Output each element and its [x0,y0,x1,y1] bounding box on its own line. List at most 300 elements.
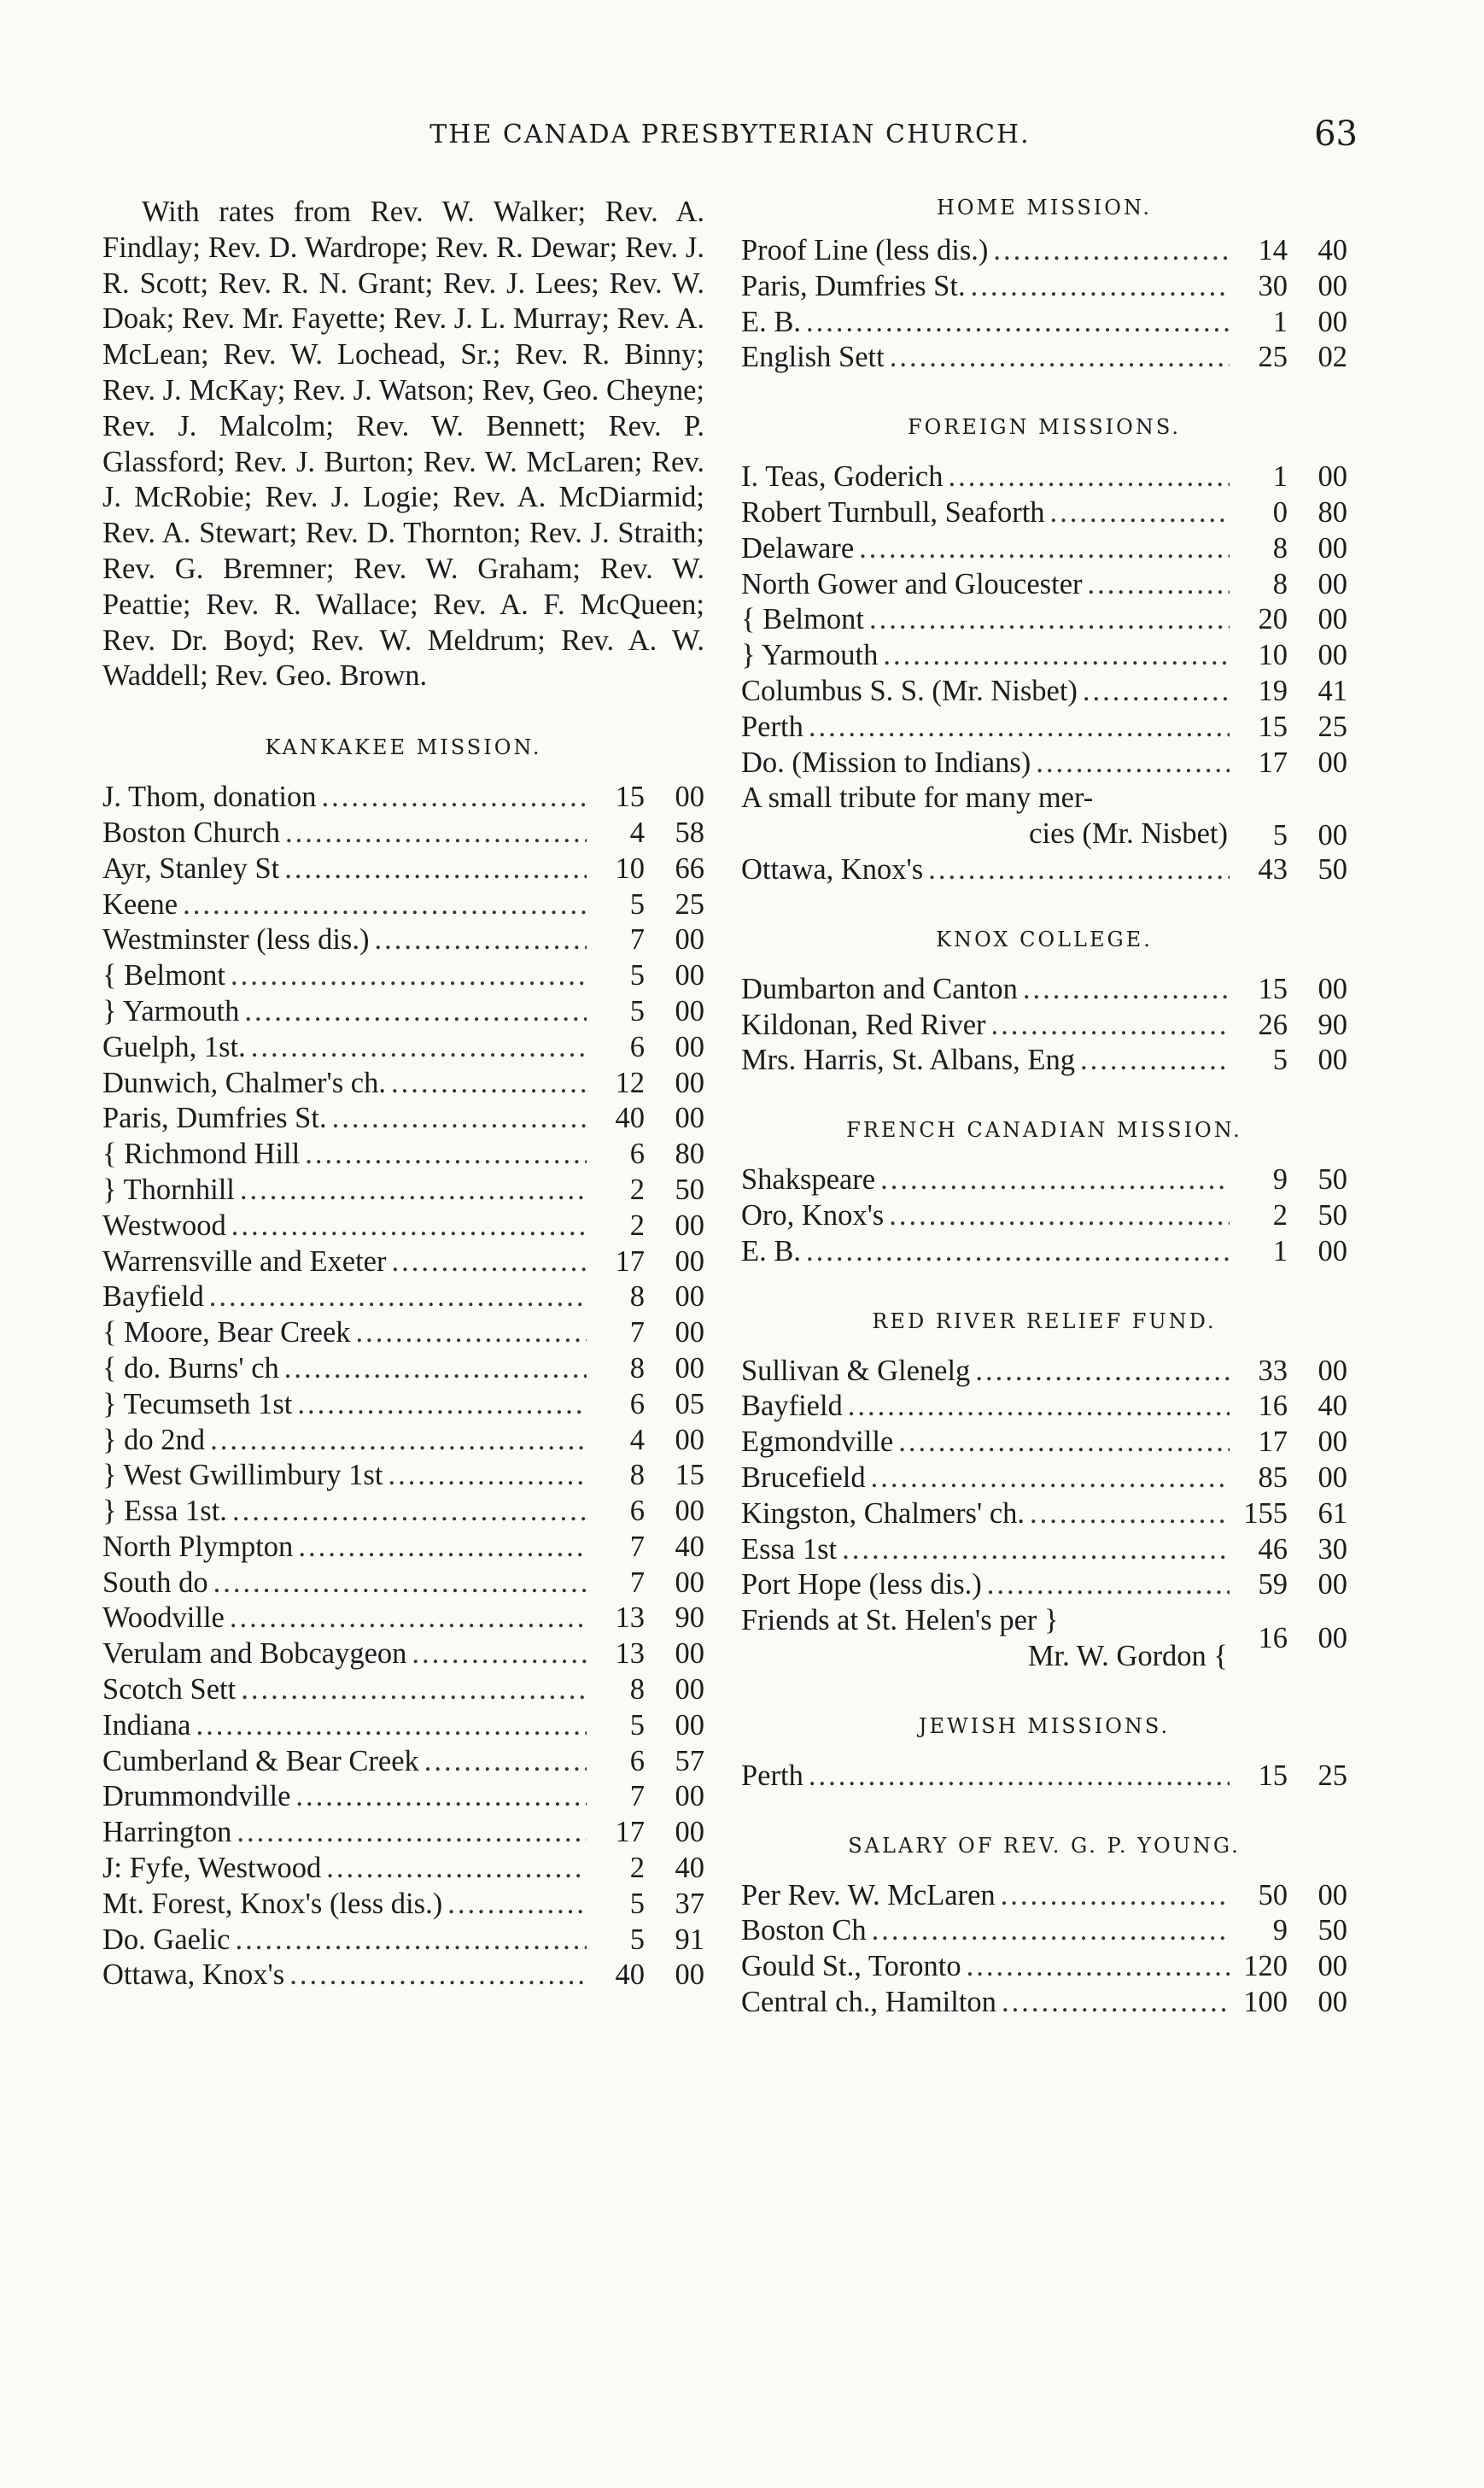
ledger-entry [102,1887,704,1923]
entry-name: Gould St., Toronto [741,1950,961,1983]
leader-dots [1001,1878,1230,1914]
leader-dots [213,1566,587,1601]
entry-cents: 00 [675,1708,704,1742]
entry-cents: 00 [675,1816,704,1849]
ledger-entry [102,887,704,923]
entry-cents: 25 [1317,710,1347,743]
entry-dollars: 6 [629,1744,645,1777]
entry-dollars: 26 [1258,1008,1288,1041]
leader-dots [251,1030,587,1066]
ledger-entry [741,746,1347,782]
entry-dollars: 17 [615,1816,645,1849]
leader-dots [285,816,587,852]
entry-name: Do. (Mission to Indians) [741,746,1031,779]
entry-name: J. Thom, donation [102,781,317,814]
leader-dots [356,1315,587,1351]
entry-cents: 00 [1317,460,1347,494]
ledger-entry [741,1949,1347,1985]
leader-dots [183,887,587,923]
leader-dots [284,852,587,887]
leader-dots [209,1279,587,1315]
entry-dollars: 100 [1243,1985,1288,2018]
ledger-entry [102,1101,704,1137]
ledger-entry [102,1066,704,1102]
entry-cents: 57 [675,1744,704,1777]
running-head: THE CANADA PRESBYTERIAN CHURCH. [429,120,1031,149]
entry-cents: 00 [675,1495,704,1528]
foreign-tribute-entry [741,781,1347,852]
right-column [741,195,1347,2040]
entry-name: Per Rev. W. McLaren [741,1878,996,1911]
entry-name: Delaware [741,531,855,565]
ledger-entry [102,1815,704,1851]
section-heading-knox: KNOX COLLEGE. [936,927,1153,951]
leader-dots [284,1351,587,1387]
page-number: 63 [1314,114,1358,154]
entry-cents: 00 [1317,1622,1347,1655]
entry-cents: 58 [675,816,704,849]
leader-dots [232,1494,587,1530]
entry-dollars: 6 [629,1387,645,1420]
entry-cents: 02 [1317,341,1347,374]
ledger-entry [741,305,1347,341]
entry-dollars: 46 [1258,1532,1288,1566]
leader-dots [872,1913,1230,1949]
entry-cents: 00 [1317,305,1347,338]
ledger-entry [102,922,704,958]
entry-name: Boston Ch [741,1914,867,1947]
entry-dollars: 5 [629,994,645,1027]
leader-dots [889,1198,1230,1234]
entry-name: English Sett [741,341,885,374]
ledger-entry [102,1209,704,1244]
entry-name: Central ch., Hamilton [741,1985,996,2018]
ledger-entry [741,1234,1347,1270]
leader-dots [231,1209,587,1244]
leader-dots [235,1923,587,1958]
entry-cents: 80 [1317,495,1347,529]
leader-dots [1030,1496,1230,1532]
entry-name: E. B. [741,1234,801,1267]
entry-dollars: 8 [629,1459,645,1492]
ledger-entry [741,1567,1347,1603]
entry-name: J: Fyfe, Westwood [102,1852,322,1885]
leader-dots [928,852,1230,888]
leader-dots [412,1636,587,1672]
entry-dollars: 16 [1258,1390,1288,1423]
ledger-entry [741,1532,1347,1568]
leader-dots [1083,674,1230,710]
entry-name: Keene [102,887,178,921]
leader-dots [196,1708,587,1744]
entry-cents: 00 [1317,1234,1347,1267]
entry-name: Paris, Dumfries St. [102,1102,327,1135]
entry-cents: 41 [1317,674,1347,707]
entry-cents: 50 [1317,1163,1347,1197]
entry-dollars: 19 [1258,674,1288,707]
leader-dots [332,1101,587,1137]
entry-cents: 50 [1317,1198,1347,1232]
entry-name: Kingston, Chalmers' ch. [741,1496,1025,1530]
ledger-entry [102,1851,704,1887]
entry-dollars: 2 [629,1209,645,1242]
entry-name-line: cies (Mr. Nisbet) [1029,817,1228,851]
section-heading-salary: SALARY OF REV. G. P. YOUNG. [848,1833,1241,1858]
leader-dots [880,1162,1230,1198]
leader-dots [883,638,1230,674]
entry-dollars: 50 [1258,1878,1288,1911]
entry-dollars: 16 [1258,1622,1288,1655]
ledger-entry [741,972,1347,1008]
leader-dots [305,1137,587,1173]
leader-dots [424,1744,587,1780]
entry-name: Bayfield [102,1280,204,1314]
leader-dots [806,305,1230,341]
entry-cents: 00 [675,994,704,1027]
leader-dots [237,1815,587,1851]
entry-dollars: 7 [629,1566,645,1599]
entry-dollars: 2 [1272,1198,1288,1232]
entry-cents: 00 [675,1351,704,1384]
entry-name: } Thornhill [102,1173,235,1206]
entry-dollars: 5 [629,1923,645,1956]
entry-dollars: 13 [615,1601,645,1635]
entry-name: Do. Gaelic [102,1923,231,1956]
entry-dollars: 9 [1272,1163,1288,1197]
entry-name: Woodville [102,1601,225,1635]
entry-name: { do. Burns' ch [102,1351,279,1384]
entry-name: Dumbarton and Canton [741,972,1018,1005]
entry-dollars: 4 [629,816,645,849]
entry-dollars: 17 [615,1244,645,1278]
french-list [741,1162,1347,1269]
entry-name: South do [102,1566,208,1599]
leader-dots [326,1851,587,1887]
ledger-entry [102,1351,704,1387]
foreign-last-entry-wrap [741,852,1347,888]
section-heading-jewish: JEWISH MISSIONS. [918,1713,1171,1738]
ledger-entry [741,460,1347,495]
leader-dots [388,1458,587,1494]
entry-dollars: 8 [629,1280,645,1314]
entry-cents: 25 [1317,1759,1347,1792]
entry-cents: 00 [675,1958,704,1992]
entry-name: Paris, Dumfries St. [741,269,966,302]
entry-dollars: 5 [629,959,645,992]
entry-dollars: 4 [629,1423,645,1456]
ledger-entry [102,1423,704,1459]
ledger-entry [102,1030,704,1066]
entry-cents: 40 [1317,234,1347,266]
entry-name: Essa 1st [741,1532,838,1566]
entry-dollars: 10 [1258,639,1288,672]
entry-cents: 00 [675,1780,704,1813]
leader-dots [806,1234,1230,1270]
entry-dollars: 20 [1258,603,1288,636]
entry-cents: 00 [675,959,704,992]
entry-cents: 00 [1317,1568,1347,1601]
entry-name: I. Teas, Goderich [741,460,944,494]
entry-dollars: 155 [1243,1496,1288,1530]
entry-dollars: 1 [1272,460,1288,494]
entry-name: Westwood [102,1209,226,1242]
entry-cents: 90 [1317,1008,1347,1041]
entry-dollars: 6 [629,1030,645,1063]
leader-dots [295,1779,587,1815]
entry-name: Ottawa, Knox's [741,852,924,886]
entry-name: North Plympton [102,1530,294,1563]
leader-dots [391,1244,587,1280]
entry-cents: 00 [1317,746,1347,779]
page-header [102,114,1358,154]
entry-cents: 00 [1317,603,1347,636]
entry-cents: 50 [1317,1914,1347,1947]
ledger-entry [741,1389,1347,1425]
home-list [741,233,1347,376]
entry-name: Egmondville [741,1425,894,1459]
leader-dots [991,1008,1230,1044]
ledger-entry [102,1672,704,1708]
ledger-entry [102,1601,704,1636]
kankakee-list [102,780,704,1993]
red-friends-entry [741,1603,1347,1675]
entry-dollars: 25 [1258,341,1288,374]
leader-dots [1036,746,1230,782]
entry-name: Sullivan & Glenelg [741,1354,971,1387]
ledger-entry [741,710,1347,746]
entry-dollars: 5 [629,1708,645,1742]
ledger-entry [102,1530,704,1566]
entry-cents: 00 [1317,972,1347,1005]
entry-name: Boston Church [102,816,280,849]
entry-dollars: 10 [615,852,645,885]
entry-name-line: Friends at St. Helen's per } [741,1604,1059,1637]
leader-dots [230,1601,587,1636]
entry-cents: 05 [675,1387,704,1420]
leader-dots [993,233,1230,269]
entry-name: Shakspeare [741,1163,876,1197]
leader-dots [289,1958,587,1993]
leader-dots [869,602,1230,638]
leader-dots [987,1567,1230,1603]
entry-cents: 61 [1317,1496,1347,1530]
entry-cents: 00 [675,1316,704,1349]
leader-dots [1002,1985,1230,2021]
entry-dollars: 8 [1272,567,1288,600]
entry-name: Kildonan, Red River [741,1008,986,1041]
entry-name: { Moore, Bear Creek [102,1316,351,1349]
ledger-entry [102,1636,704,1672]
ledger-entry [102,958,704,994]
entry-name: Perth [741,710,803,743]
entry-cents: 00 [675,1423,704,1456]
leader-dots [809,710,1230,746]
entry-cents: 90 [675,1601,704,1635]
ledger-entry [741,602,1347,638]
leader-dots [241,1672,587,1708]
leader-dots [898,1425,1230,1461]
ledger-entry [741,1461,1347,1496]
leader-dots [859,531,1230,567]
entry-cents: 25 [675,887,704,921]
entry-name-line: Mr. W. Gordon { [1027,1639,1228,1672]
entry-name: } do 2nd [102,1423,206,1456]
entry-cents: 80 [675,1138,704,1171]
entry-cents: 00 [675,1566,704,1599]
leader-dots [842,1532,1230,1568]
leader-dots [298,1530,587,1566]
entry-cents: 00 [1317,1044,1347,1077]
ledger-entry [102,1458,704,1494]
entry-dollars: 17 [1258,1425,1288,1459]
intro-paragraph: With rates from Rev. W. Walker; Rev. A. Findlay; Rev. D. Wardrope; Rev. R. Dewar; Rev. J. R. Scott; Rev. R. N. Grant; Rev. J. Lees; Rev. W. Doak; Rev. Mr. Fayette; Rev. J. L. Murray; Rev. A. McLean; Rev. W. Lochead, Sr.; Rev. R. Binny; Rev. J. McKay; Rev. J. Watson; Rev, Geo. Cheyne; Rev. J. Malcolm; Rev. W. Bennett; Rev. P. Glassford; Rev. J. Burton; Rev. W. McLaren; Rev. J. McRobie; Rev. J. Logie; Rev. A. McDiarmid; Rev. A. Stewart; Rev. D. Thornton; Rev. J. Straith; Rev. G. Bremner; Rev. W. Graham; Rev. W. Peattie; Rev. R. Wallace; Rev. A. F. McQueen; Rev. Dr. Boyd; Rev. W. Meldrum; Rev. A. W. Waddell; Rev. Geo. Brown. [102,196,704,693]
leader-dots [971,269,1230,305]
entry-name: Port Hope (less dis.) [741,1568,982,1601]
leader-dots [391,1066,587,1102]
entry-cents: 00 [675,1209,704,1242]
entry-cents: 00 [1317,1425,1347,1459]
ledger-entry [102,1566,704,1601]
entry-dollars: 33 [1258,1354,1288,1387]
entry-name: Robert Turnbull, Seaforth [741,495,1045,529]
entry-name: Ayr, Stanley St [102,852,280,885]
leader-dots [321,780,587,816]
entry-cents: 00 [675,1244,704,1278]
ledger-entry [741,233,1347,269]
entry-cents: 00 [675,1673,704,1706]
entry-cents: 00 [675,1066,704,1099]
section-heading-french: FRENCH CANADIAN MISSION. [846,1118,1242,1143]
left-column [102,195,704,2012]
leader-dots [848,1389,1230,1425]
entry-dollars: 40 [615,1102,645,1135]
ledger-entry [102,1137,704,1173]
entry-dollars: 15 [1258,972,1288,1005]
section-heading-home: HOME MISSION. [936,196,1153,220]
entry-cents: 00 [1317,1354,1347,1387]
entry-cents: 00 [675,1280,704,1314]
ledger-entry [102,1244,704,1280]
ledger-entry [102,1315,704,1351]
entry-name: Mrs. Harris, St. Albans, Eng [741,1044,1075,1077]
ledger-entry [741,1354,1347,1390]
jewish-list [741,1759,1347,1794]
entry-dollars: 7 [629,1316,645,1349]
entry-cents: 91 [675,1923,704,1956]
entry-name: Verulam and Bobcaygeon [102,1637,407,1671]
entry-cents: 00 [675,1102,704,1135]
entry-dollars: 17 [1258,746,1288,779]
entry-name: } Yarmouth [102,994,240,1027]
section-heading-kankakee: KANKAKEE MISSION. [265,735,542,760]
ledger-entry [102,1173,704,1209]
ledger-entry [102,1708,704,1744]
entry-cents: 50 [1317,852,1347,886]
section-heading-red-river: RED RIVER RELIEF FUND. [872,1308,1217,1333]
entry-dollars: 5 [1272,1044,1288,1077]
leader-dots [447,1887,587,1923]
leader-dots [1088,567,1230,603]
ledger-entry [741,1198,1347,1234]
entry-cents: 30 [1317,1532,1347,1566]
entry-name: Guelph, 1st. [102,1030,246,1063]
entry-name: Westminster (less dis.) [102,923,370,957]
entry-dollars: 6 [629,1495,645,1528]
ledger-entry [741,1913,1347,1949]
section-heading-foreign: FOREIGN MISSIONS. [907,415,1182,440]
entry-dollars: 7 [629,923,645,957]
entry-cents: 00 [1317,1950,1347,1983]
ledger-entry [102,994,704,1030]
entry-name: Harrington [102,1816,232,1849]
entry-name: { Belmont [741,603,865,636]
leader-dots [244,994,587,1030]
ledger-entry [102,1744,704,1780]
entry-name: Dunwich, Chalmer's ch. [102,1066,386,1099]
entry-name: Brucefield [741,1461,866,1494]
entry-name: Cumberland & Bear Creek [102,1744,419,1777]
ledger-entry [102,1387,704,1423]
entry-name: Columbus S. S. (Mr. Nisbet) [741,674,1078,707]
entry-dollars: 5 [629,887,645,921]
entry-dollars: 7 [629,1530,645,1563]
knox-list [741,972,1347,1079]
entry-cents: 40 [1317,1390,1347,1423]
entry-cents: 66 [675,852,704,885]
leader-dots [210,1423,587,1459]
leader-dots [967,1949,1230,1985]
entry-dollars: 40 [615,1958,645,1992]
entry-cents: 40 [675,1852,704,1885]
entry-cents: 15 [675,1459,704,1492]
entry-dollars: 30 [1258,269,1288,302]
entry-dollars: 7 [629,1780,645,1813]
leader-dots [240,1173,587,1209]
ledger-entry [741,1008,1347,1044]
entry-cents: 00 [1317,1878,1347,1911]
ledger-entry [102,1779,704,1815]
entry-name: Oro, Knox's [741,1198,885,1232]
entry-name: Ottawa, Knox's [102,1958,285,1992]
entry-dollars: 8 [629,1673,645,1706]
ledger-entry [741,531,1347,567]
entry-dollars: 8 [1272,531,1288,565]
ledger-entry [741,1759,1347,1794]
leader-dots [948,460,1230,495]
leader-dots [374,922,587,958]
leader-dots [231,958,587,994]
ledger-entry [741,852,1347,888]
leader-dots [809,1759,1230,1794]
entry-cents: 00 [1317,567,1347,600]
leader-dots [1050,495,1230,531]
ledger-entry [741,1878,1347,1914]
ledger-entry [741,567,1347,603]
ledger-entry [741,495,1347,531]
ledger-entry [741,1985,1347,2021]
entry-name: Warrensville and Exeter [102,1244,387,1278]
entry-name: Mt. Forest, Knox's (less dis.) [102,1887,443,1920]
entry-dollars: 9 [1272,1914,1288,1947]
entry-dollars: 85 [1258,1461,1288,1494]
leader-dots [1023,972,1230,1008]
entry-cents: 00 [1317,639,1347,672]
ledger-entry [102,816,704,852]
leader-dots [871,1461,1230,1496]
ledger-entry [741,340,1347,376]
entry-name-line: A small tribute for many mer- [741,782,1094,815]
red-river-list [741,1354,1347,1604]
